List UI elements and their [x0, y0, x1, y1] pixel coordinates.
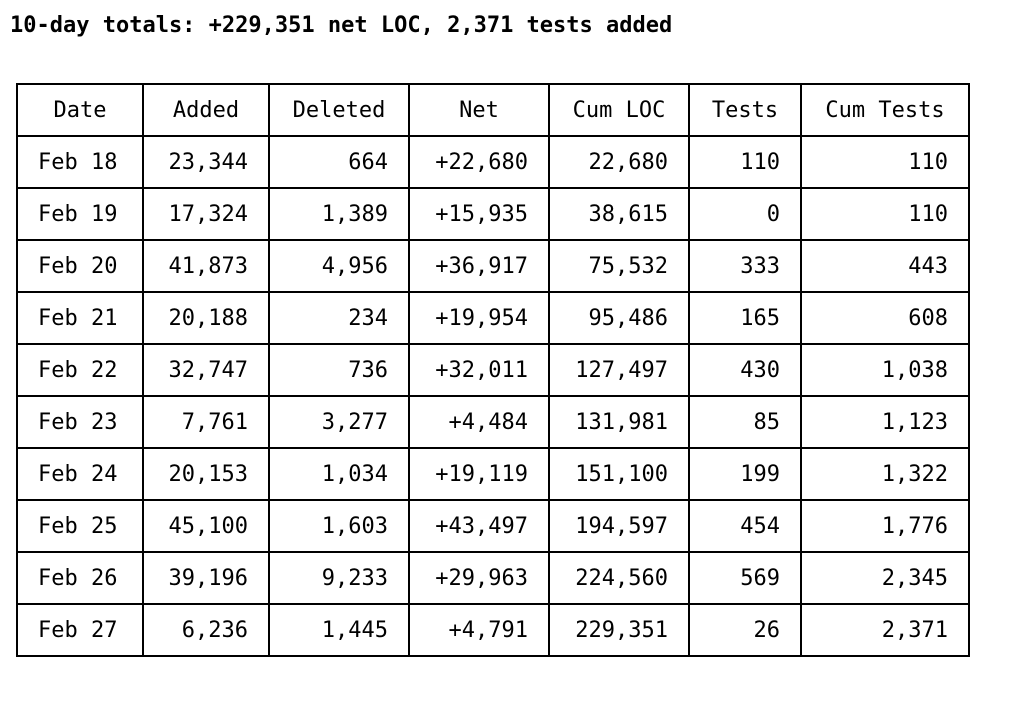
- cell-net: +32,011: [409, 344, 549, 396]
- header-date: Date: [17, 84, 143, 136]
- table-row: [17, 188, 969, 240]
- table-header-row: [17, 84, 969, 136]
- cell-cum-loc: 38,615: [549, 188, 689, 240]
- cell-deleted: 3,277: [269, 396, 409, 448]
- cell-cum-tests: 443: [801, 240, 969, 292]
- cell-date: Feb 21: [17, 292, 143, 344]
- table-row: [17, 240, 969, 292]
- table-row: [17, 552, 969, 604]
- cell-deleted: 4,956: [269, 240, 409, 292]
- cell-tests: 0: [689, 188, 801, 240]
- cell-cum-loc: 131,981: [549, 396, 689, 448]
- cell-tests: 110: [689, 136, 801, 188]
- cell-net: +36,917: [409, 240, 549, 292]
- cell-tests: 165: [689, 292, 801, 344]
- cell-net: +29,963: [409, 552, 549, 604]
- cell-cum-loc: 22,680: [549, 136, 689, 188]
- table-row: [17, 396, 969, 448]
- cell-tests: 199: [689, 448, 801, 500]
- cell-cum-loc: 194,597: [549, 500, 689, 552]
- cell-date: Feb 19: [17, 188, 143, 240]
- cell-tests: 569: [689, 552, 801, 604]
- header-deleted: Deleted: [269, 84, 409, 136]
- cell-date: Feb 27: [17, 604, 143, 656]
- cell-deleted: 234: [269, 292, 409, 344]
- table-row: [17, 500, 969, 552]
- cell-added: 20,153: [143, 448, 269, 500]
- cell-date: Feb 24: [17, 448, 143, 500]
- table-row: [17, 604, 969, 656]
- cell-cum-loc: 127,497: [549, 344, 689, 396]
- cell-net: +19,119: [409, 448, 549, 500]
- cell-net: +4,484: [409, 396, 549, 448]
- header-added: Added: [143, 84, 269, 136]
- table-row: [17, 448, 969, 500]
- cell-cum-tests: 1,123: [801, 396, 969, 448]
- cell-cum-tests: 110: [801, 136, 969, 188]
- cell-cum-tests: 2,345: [801, 552, 969, 604]
- cell-tests: 26: [689, 604, 801, 656]
- cell-tests: 454: [689, 500, 801, 552]
- table-row: [17, 136, 969, 188]
- cell-net: +19,954: [409, 292, 549, 344]
- cell-added: 23,344: [143, 136, 269, 188]
- cell-deleted: 1,603: [269, 500, 409, 552]
- cell-deleted: 1,389: [269, 188, 409, 240]
- cell-cum-tests: 1,322: [801, 448, 969, 500]
- cell-net: +22,680: [409, 136, 549, 188]
- cell-deleted: 9,233: [269, 552, 409, 604]
- cell-date: Feb 18: [17, 136, 143, 188]
- cell-added: 45,100: [143, 500, 269, 552]
- cell-deleted: 1,445: [269, 604, 409, 656]
- cell-cum-loc: 229,351: [549, 604, 689, 656]
- cell-cum-tests: 2,371: [801, 604, 969, 656]
- cell-cum-loc: 75,532: [549, 240, 689, 292]
- header-cum-tests: Cum Tests: [801, 84, 969, 136]
- cell-date: Feb 26: [17, 552, 143, 604]
- cell-added: 20,188: [143, 292, 269, 344]
- cell-tests: 333: [689, 240, 801, 292]
- cell-cum-loc: 151,100: [549, 448, 689, 500]
- summary-headline: 10-day totals: +229,351 net LOC, 2,371 tests added: [10, 13, 673, 38]
- header-tests: Tests: [689, 84, 801, 136]
- cell-date: Feb 23: [17, 396, 143, 448]
- cell-cum-tests: 608: [801, 292, 969, 344]
- cell-date: Feb 22: [17, 344, 143, 396]
- cell-added: 6,236: [143, 604, 269, 656]
- cell-added: 17,324: [143, 188, 269, 240]
- cell-deleted: 736: [269, 344, 409, 396]
- cell-net: +15,935: [409, 188, 549, 240]
- table-row: [17, 344, 969, 396]
- cell-cum-tests: 1,776: [801, 500, 969, 552]
- cell-cum-loc: 224,560: [549, 552, 689, 604]
- cell-net: +43,497: [409, 500, 549, 552]
- cell-tests: 430: [689, 344, 801, 396]
- cell-date: Feb 20: [17, 240, 143, 292]
- cell-cum-tests: 1,038: [801, 344, 969, 396]
- loc-tests-table: [16, 83, 970, 657]
- cell-net: +4,791: [409, 604, 549, 656]
- cell-added: 32,747: [143, 344, 269, 396]
- cell-deleted: 1,034: [269, 448, 409, 500]
- cell-cum-loc: 95,486: [549, 292, 689, 344]
- header-cum-loc: Cum LOC: [549, 84, 689, 136]
- cell-deleted: 664: [269, 136, 409, 188]
- cell-cum-tests: 110: [801, 188, 969, 240]
- header-net: Net: [409, 84, 549, 136]
- cell-added: 7,761: [143, 396, 269, 448]
- cell-tests: 85: [689, 396, 801, 448]
- cell-added: 41,873: [143, 240, 269, 292]
- table-row: [17, 292, 969, 344]
- cell-date: Feb 25: [17, 500, 143, 552]
- cell-added: 39,196: [143, 552, 269, 604]
